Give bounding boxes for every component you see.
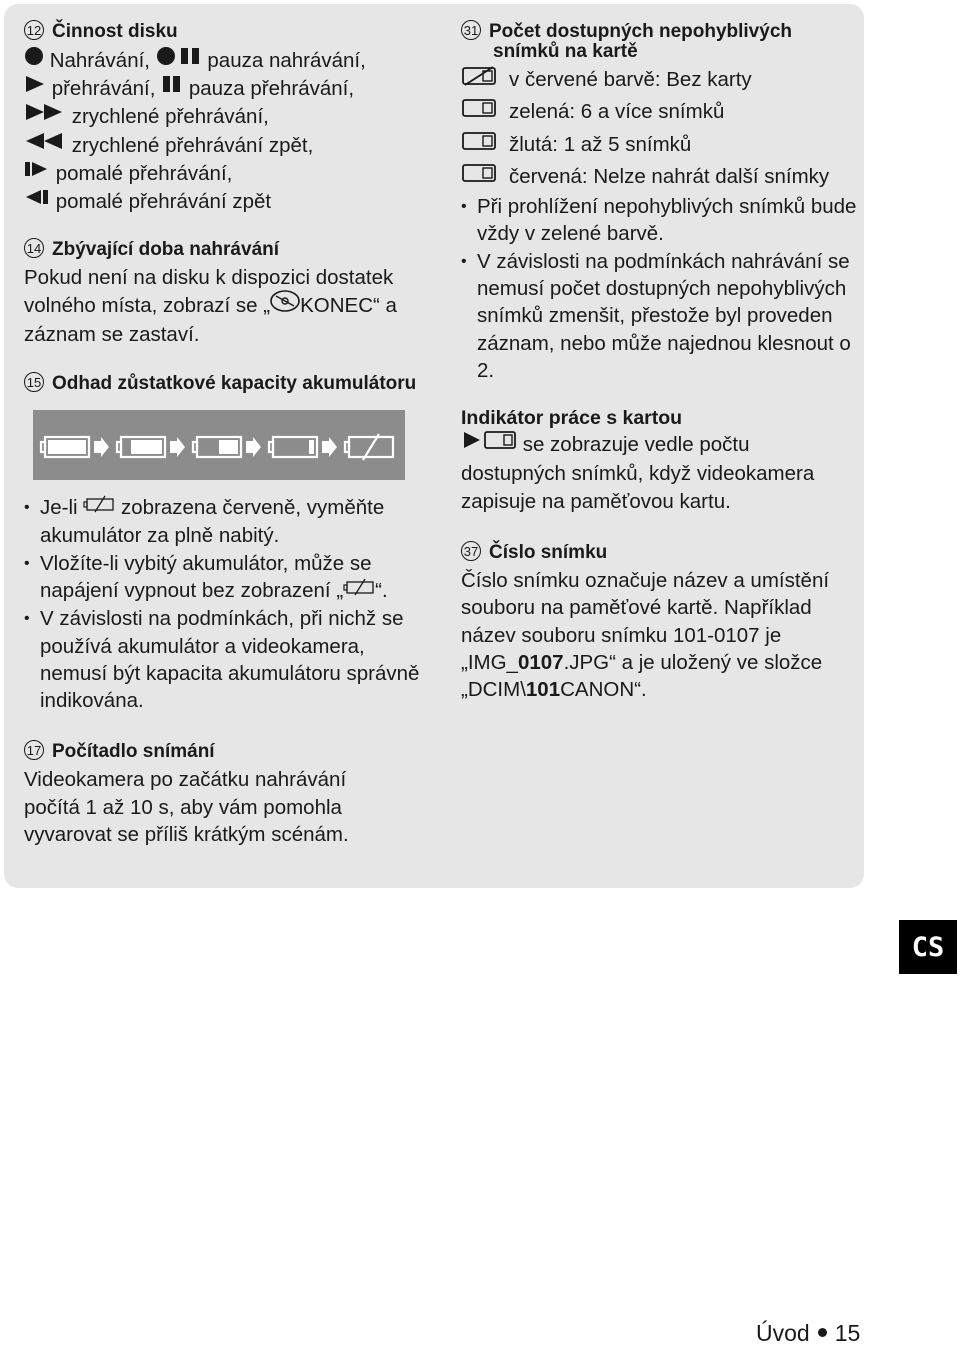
green-label: zelená: 6 a více snímků [509, 100, 725, 124]
section-shooting-counter [24, 742, 424, 848]
battery-notes [24, 494, 424, 714]
memory-card-icon [461, 162, 497, 191]
shooting-counter-text: Videokamera po začátku nahrávání počítá 1 až 10 s, aby vám pomohla vyvarovat se příliš krátkým scénám. [24, 768, 349, 847]
empty-battery-icon [83, 493, 115, 520]
section-number: 14 [24, 238, 44, 258]
red-label: červená: Nelze nahrát další snímky [509, 165, 830, 189]
page-footer [756, 1320, 860, 1346]
list-item: • Je-li zobrazena červeně, vyměňte akumulátor za plně nabitý. [24, 494, 424, 550]
battery-sequence [33, 410, 405, 480]
list-item: • Při prohlížení nepohyblivých snímků bude vždy v zelené barvě. [461, 193, 859, 248]
memory-card-icon [461, 97, 497, 126]
footer-section: Úvod [756, 1320, 810, 1346]
memory-card-icon [461, 130, 497, 159]
record-icon [24, 46, 44, 73]
section-number: 12 [24, 20, 44, 40]
photo-count-notes [461, 193, 859, 384]
section-title: Indikátor práce s kartou [461, 407, 683, 430]
section-battery-estimate [24, 374, 424, 714]
section-title: Počítadlo snímání [52, 741, 215, 763]
section-title: Odhad zůstatkové kapacity akumulátoru [52, 373, 417, 395]
no-card-icon [461, 65, 497, 94]
card-indicator-text: se zobrazuje vedle počtu dostupných snímků, když videokamera zapisuje na paměťovou kartu. [461, 433, 815, 513]
image-number-text: Číslo snímku označuje název a umístění souboru na paměťové kartě. Například název souboru snímku 101-0107 je „IMG_0107.JPG“ a je uložený ve složce „DCIM\101CANON“. [461, 569, 830, 702]
play-pause-label: pauza přehrávání, [188, 77, 355, 101]
fast-forward-icon [24, 102, 66, 129]
list-item: • Vložíte-li vybitý akumulátor, může se napájení vypnout bez zobrazení „ “. [24, 550, 424, 606]
section-title: Činnost disku [52, 21, 178, 43]
disc-icon [270, 290, 300, 319]
section-title: Zbývající doba nahrávání [52, 239, 280, 261]
section-image-number [461, 543, 859, 704]
record-label: Nahrávání, [49, 49, 150, 73]
card-write-icon [461, 429, 517, 458]
play-icon [24, 74, 46, 101]
section-title: Číslo snímku [489, 542, 608, 563]
rewind-icon [24, 131, 66, 158]
section-number: 37 [461, 541, 481, 561]
section-available-photos [461, 22, 859, 384]
fast-forward-label: zrychlené přehrávání, [71, 105, 269, 129]
no-card-label: v červené barvě: Bez karty [509, 67, 752, 91]
left-column [24, 22, 424, 848]
slow-play-icon [24, 159, 50, 186]
section-number: 17 [24, 740, 44, 760]
section-disk-operation [24, 22, 424, 216]
slow-reverse-icon [24, 187, 50, 214]
page-number: 15 [834, 1320, 861, 1346]
section-title: Počet dostupných nepohyblivých snímků na kartě [489, 21, 792, 63]
record-pause-label: pauza nahrávání, [207, 49, 366, 73]
battery-level-diagram [33, 410, 405, 480]
section-remaining-time [24, 240, 424, 348]
list-item: • V závislosti na podmínkách, při nichž se používá akumulátor a videokamera, nemusí být kapacita akumulátoru správně indikována. [24, 605, 424, 714]
list-item: • V závislosti na podmínkách nahrávání se nemusí počet dostupných nepohyblivých snímků zmenšit, přestože byl proveden záznam, nebo může najednou klesnout o 2. [461, 248, 859, 384]
remaining-time-text: Pokud není na disku k dispozici dostatek volného místa, zobrazí se „ [24, 266, 394, 317]
yellow-label: žlutá: 1 až 5 snímků [509, 132, 692, 156]
record-pause-icon [156, 46, 202, 73]
section-card-indicator [461, 408, 859, 515]
bullet-dot-icon [818, 1328, 827, 1337]
empty-battery-icon [343, 576, 375, 603]
remaining-time-text-end: KONEC“ a záznam se zastaví. [24, 293, 397, 346]
right-column [461, 22, 859, 703]
slow-play-label: pomalé přehrávání, [55, 161, 233, 185]
pause-icon [161, 74, 183, 101]
section-number: 15 [24, 372, 44, 392]
slow-reverse-label: pomalé přehrávání zpět [55, 190, 272, 214]
language-tab: CS [899, 920, 957, 974]
rewind-label: zrychlené přehrávání zpět, [71, 133, 314, 157]
play-label: přehrávání, [51, 77, 156, 101]
section-number: 31 [461, 20, 481, 40]
